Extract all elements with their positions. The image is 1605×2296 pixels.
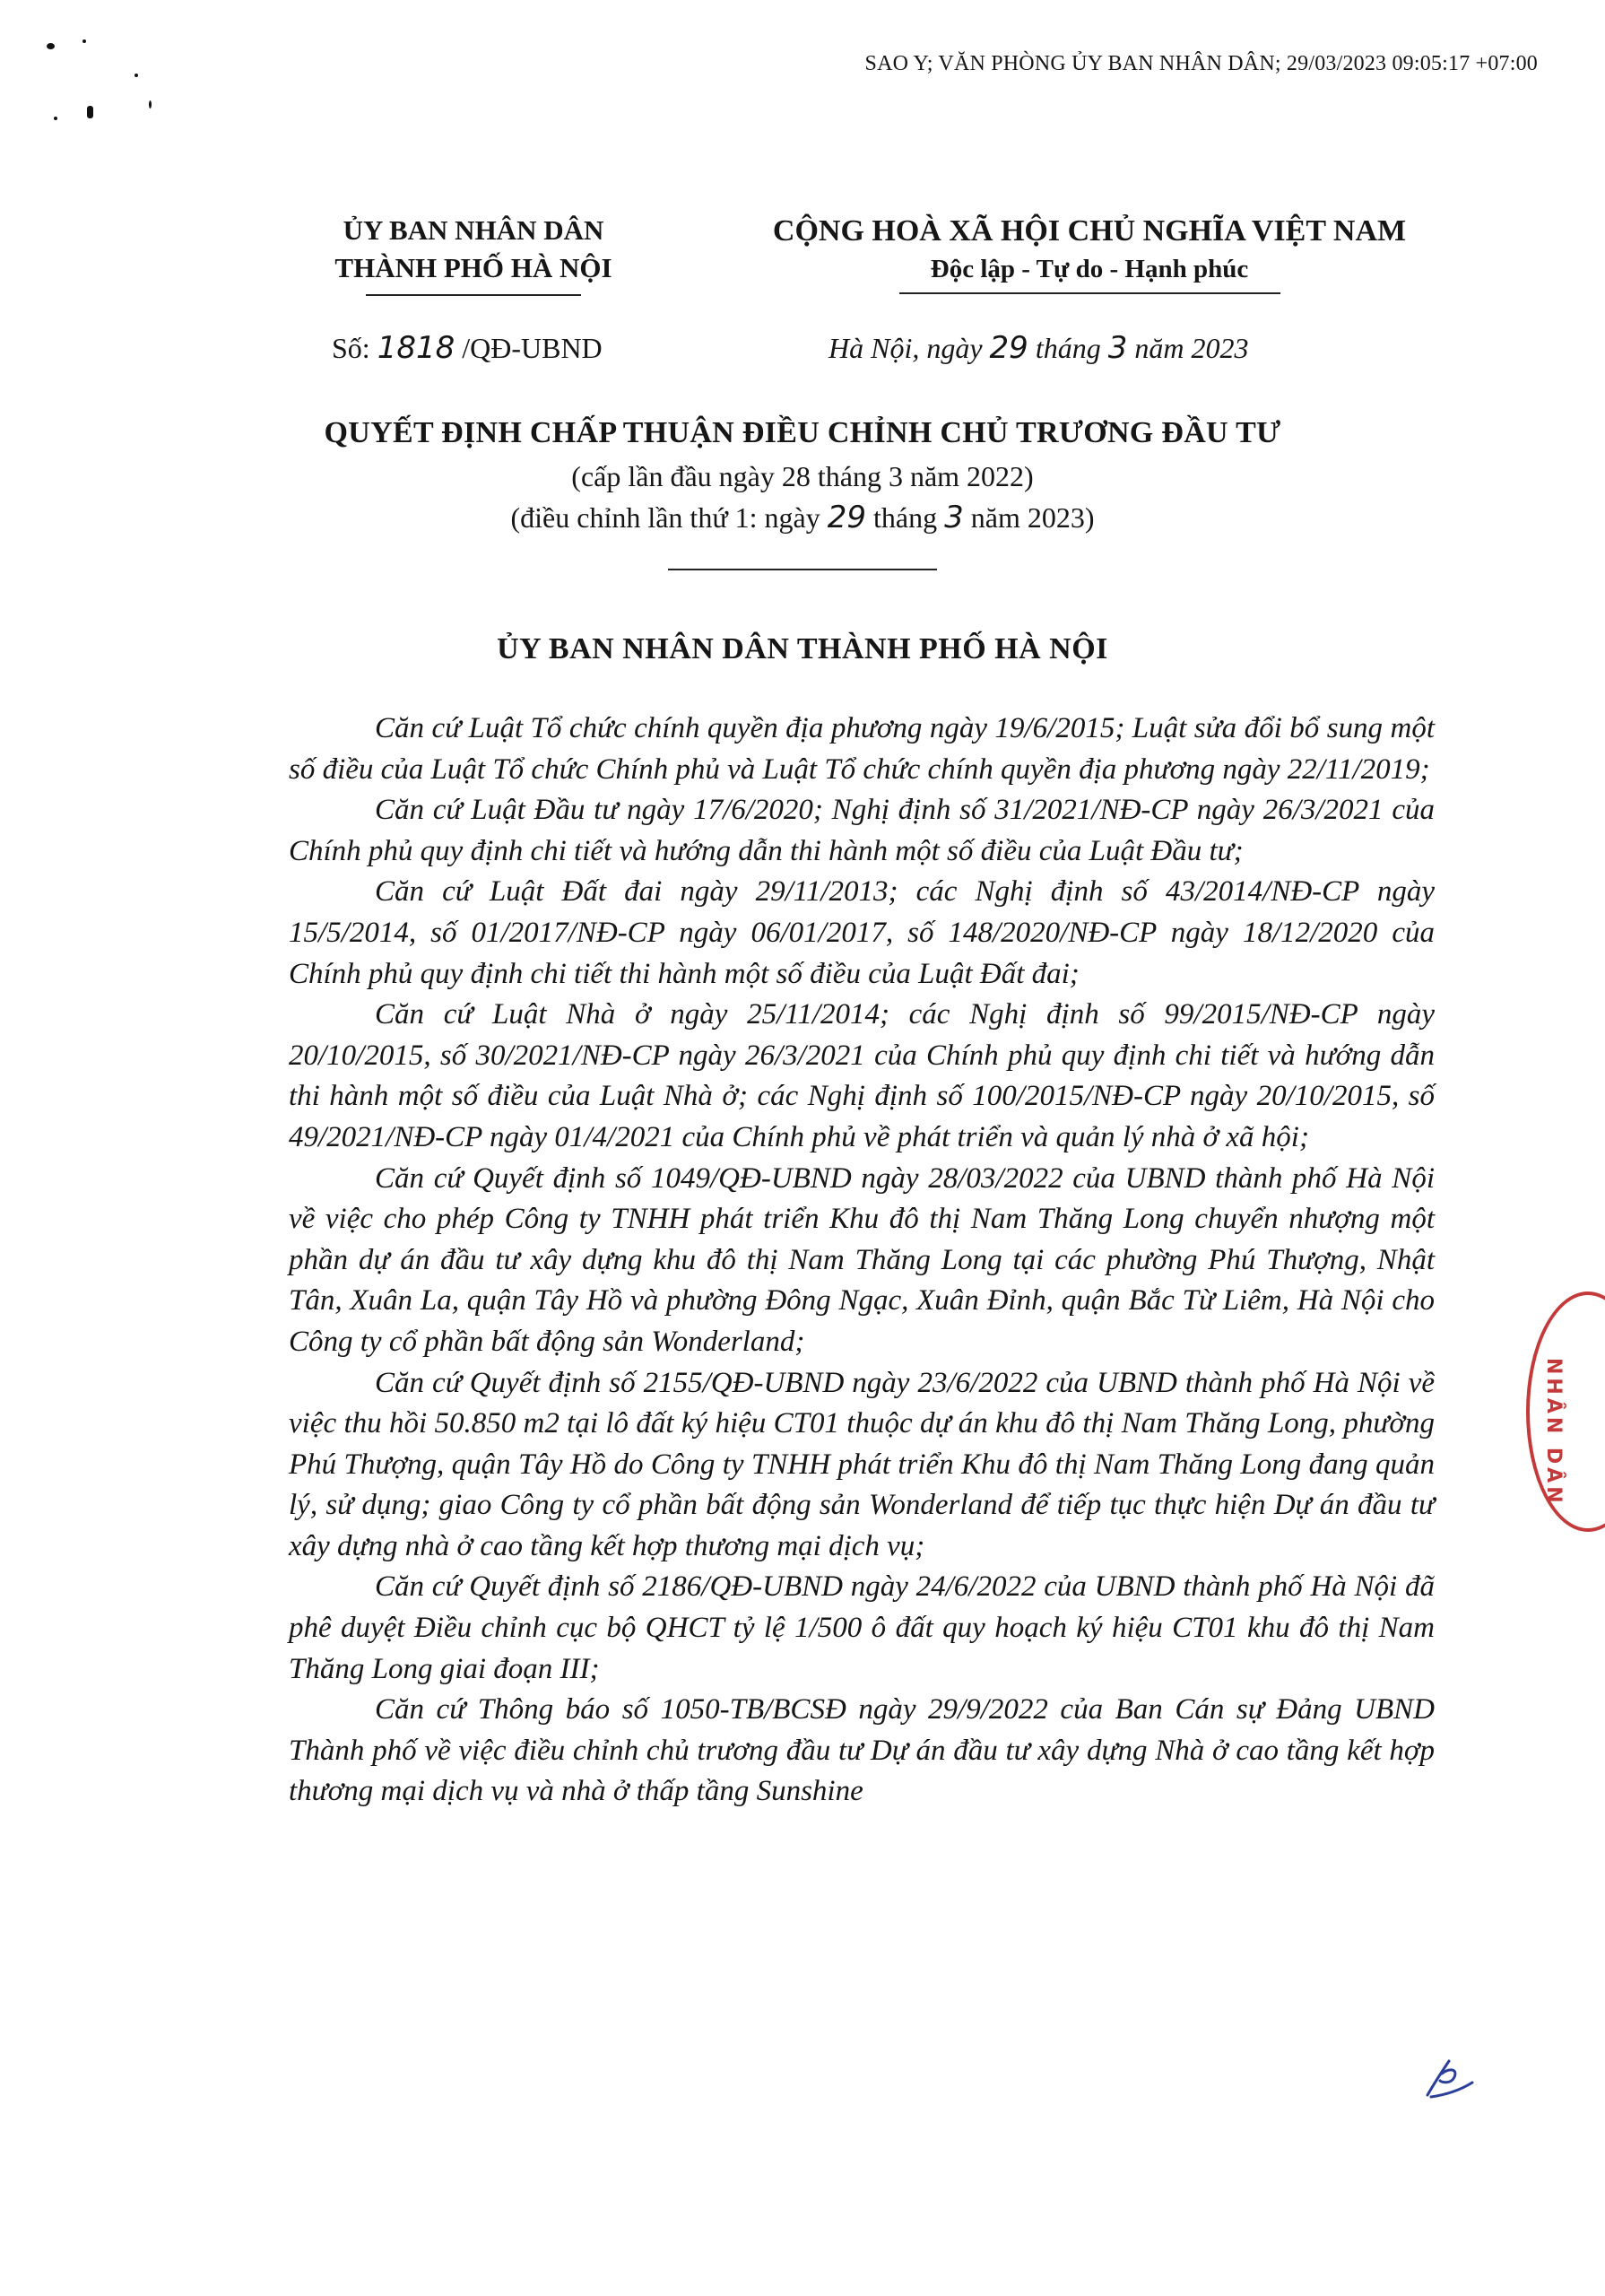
adjustment-prefix: (điều chỉnh lần thứ 1: ngày — [510, 501, 828, 534]
seal-text: NHÂN DÂN — [1542, 1358, 1565, 1507]
scan-speck — [82, 39, 86, 43]
scan-speck — [149, 100, 152, 109]
red-seal-stamp — [1526, 1292, 1605, 1532]
motto-underline — [899, 292, 1280, 294]
legal-basis-paragraph: Căn cứ Luật Nhà ở ngày 25/11/2014; các Nghị định số 99/2015/NĐ-CP ngày 20/10/2015, số 30/2021/NĐ-CP ngày 26/3/2021 của Chính phủ quy định chi tiết và hướng dẫn thi hành một số điều của Luật Nhà ở; các Nghị định số 100/2015/NĐ-CP ngày 20/10/2015, số 49/2021/NĐ-CP ngày 01/4/2021 của Chính phủ về phát triển và quản lý nhà ở xã hội; — [289, 998, 1435, 1153]
issuing-authority-heading: ỦY BAN NHÂN DÂN THÀNH PHỐ HÀ NỘI — [497, 632, 1108, 665]
agency-line-1: ỦY BAN NHÂN DÂN — [343, 214, 604, 246]
legal-basis-paragraph: Căn cứ Quyết định số 2186/QĐ-UBND ngày 24/6/2022 của UBND thành phố Hà Nội đã phê duyệt Điều chỉnh cục bộ QHCT tỷ lệ 1/500 ô đất quy hoạch ký hiệu CT01 khu đô thị Nam Thăng Long giai đoạn III; — [289, 1570, 1435, 1685]
date-suffix: năm 2023 — [1127, 332, 1249, 364]
first-issue-date: (cấp lần đầu ngày 28 tháng 3 năm 2022) — [571, 460, 1034, 492]
doc-number-prefix: Số: — [332, 332, 377, 364]
agency-line-2: THÀNH PHỐ HÀ NỘI — [334, 252, 612, 283]
scan-speck — [134, 74, 138, 77]
adjustment-day-handwritten: 29 — [827, 500, 867, 535]
scan-speck — [47, 43, 55, 49]
date-day-handwritten: 29 — [989, 330, 1028, 366]
legal-basis-paragraph: Căn cứ Luật Đầu tư ngày 17/6/2020; Nghị định số 31/2021/NĐ-CP ngày 26/3/2021 của Chính phủ quy định chi tiết và hướng dẫn thi hành một số điều của Luật Đầu tư; — [289, 794, 1435, 867]
document-date — [829, 330, 1248, 366]
agency-underline — [366, 294, 581, 296]
nation-motto: Độc lập - Tự do - Hạnh phúc — [930, 255, 1249, 283]
doc-number-handwritten: 1818 — [377, 330, 455, 366]
issuing-agency-block — [285, 212, 662, 296]
legal-basis-section — [289, 709, 1435, 1813]
legal-basis-paragraph: Căn cứ Luật Đất đai ngày 29/11/2013; các Nghị định số 43/2014/NĐ-CP ngày 15/5/2014, số 01/2017/NĐ-CP ngày 06/01/2017, số 148/2020/NĐ-CP ngày 18/12/2020 của Chính phủ quy định chi tiết thi hành một số điều của Luật Đất đai; — [289, 875, 1435, 990]
title-divider — [668, 569, 937, 570]
adjustment-mid: tháng — [866, 501, 945, 534]
national-motto-block — [740, 212, 1439, 294]
legal-basis-paragraph: Căn cứ Quyết định số 2155/QĐ-UBND ngày 23/6/2022 của UBND thành phố Hà Nội về việc thu hồi 50.850 m2 tại lô đất ký hiệu CT01 thuộc dự án khu đô thị Nam Thăng Long, phường Phú Thượng, quận Tây Hồ do Công ty TNHH phát triển Khu đô thị Nam Thăng Long đang quản lý, sử dụng; giao Công ty cổ phần bất động sản Wonderland để tiếp tục thực hiện Dự án đầu tư xây dựng nhà ở cao tầng kết hợp thương mại dịch vụ; — [289, 1366, 1435, 1562]
adjustment-date — [179, 497, 1426, 538]
doc-number-suffix: /QĐ-UBND — [455, 332, 603, 364]
legal-basis-paragraph: Căn cứ Thông báo số 1050-TB/BCSĐ ngày 29/9/2022 của Ban Cán sự Đảng UBND Thành phố về việc điều chỉnh chủ trương đầu tư Dự án đầu tư xây dựng Nhà ở cao tầng kết hợp thương mại dịch vụ và nhà ở thấp tầng Sunshine — [289, 1693, 1435, 1808]
digital-copy-stamp: SAO Y; VĂN PHÒNG ỦY BAN NHÂN DÂN; 29/03/2023 09:05:17 +07:00 — [864, 52, 1538, 75]
date-prefix: Hà Nội, ngày — [829, 332, 990, 364]
legal-basis-paragraph: Căn cứ Luật Tổ chức chính quyền địa phương ngày 19/6/2015; Luật sửa đổi bổ sung một số điều của Luật Tổ chức Chính phủ và Luật Tổ chức chính quyền địa phương ngày 22/11/2019; — [289, 712, 1435, 786]
decision-title: QUYẾT ĐỊNH CHẤP THUẬN ĐIỀU CHỈNH CHỦ TRƯƠNG ĐẦU TƯ — [324, 416, 1281, 449]
adjustment-month-handwritten: 3 — [944, 500, 964, 535]
document-number — [332, 330, 603, 366]
handwritten-initials — [1422, 2056, 1476, 2100]
legal-basis-paragraph: Căn cứ Quyết định số 1049/QĐ-UBND ngày 28/03/2022 của UBND thành phố Hà Nội về việc cho phép Công ty TNHH phát triển Khu đô thị Nam Thăng Long chuyển nhượng một phần dự án đầu tư xây dựng khu đô thị Nam Thăng Long tại các phường Phú Thượng, Nhật Tân, Xuân La, quận Tây Hồ và phường Đông Ngạc, Xuân Đỉnh, quận Bắc Từ Liêm, Hà Nội cho Công ty cổ phần bất động sản Wonderland; — [289, 1161, 1435, 1358]
date-month-handwritten: 3 — [1107, 330, 1128, 366]
nation-name: CỘNG HOÀ XÃ HỘI CHỦ NGHĨA VIỆT NAM — [772, 214, 1407, 248]
scan-speck — [87, 106, 93, 118]
adjustment-suffix: năm 2023) — [963, 501, 1095, 534]
scan-speck — [54, 117, 57, 120]
date-mid: tháng — [1028, 332, 1108, 364]
decision-title-block — [179, 411, 1426, 570]
